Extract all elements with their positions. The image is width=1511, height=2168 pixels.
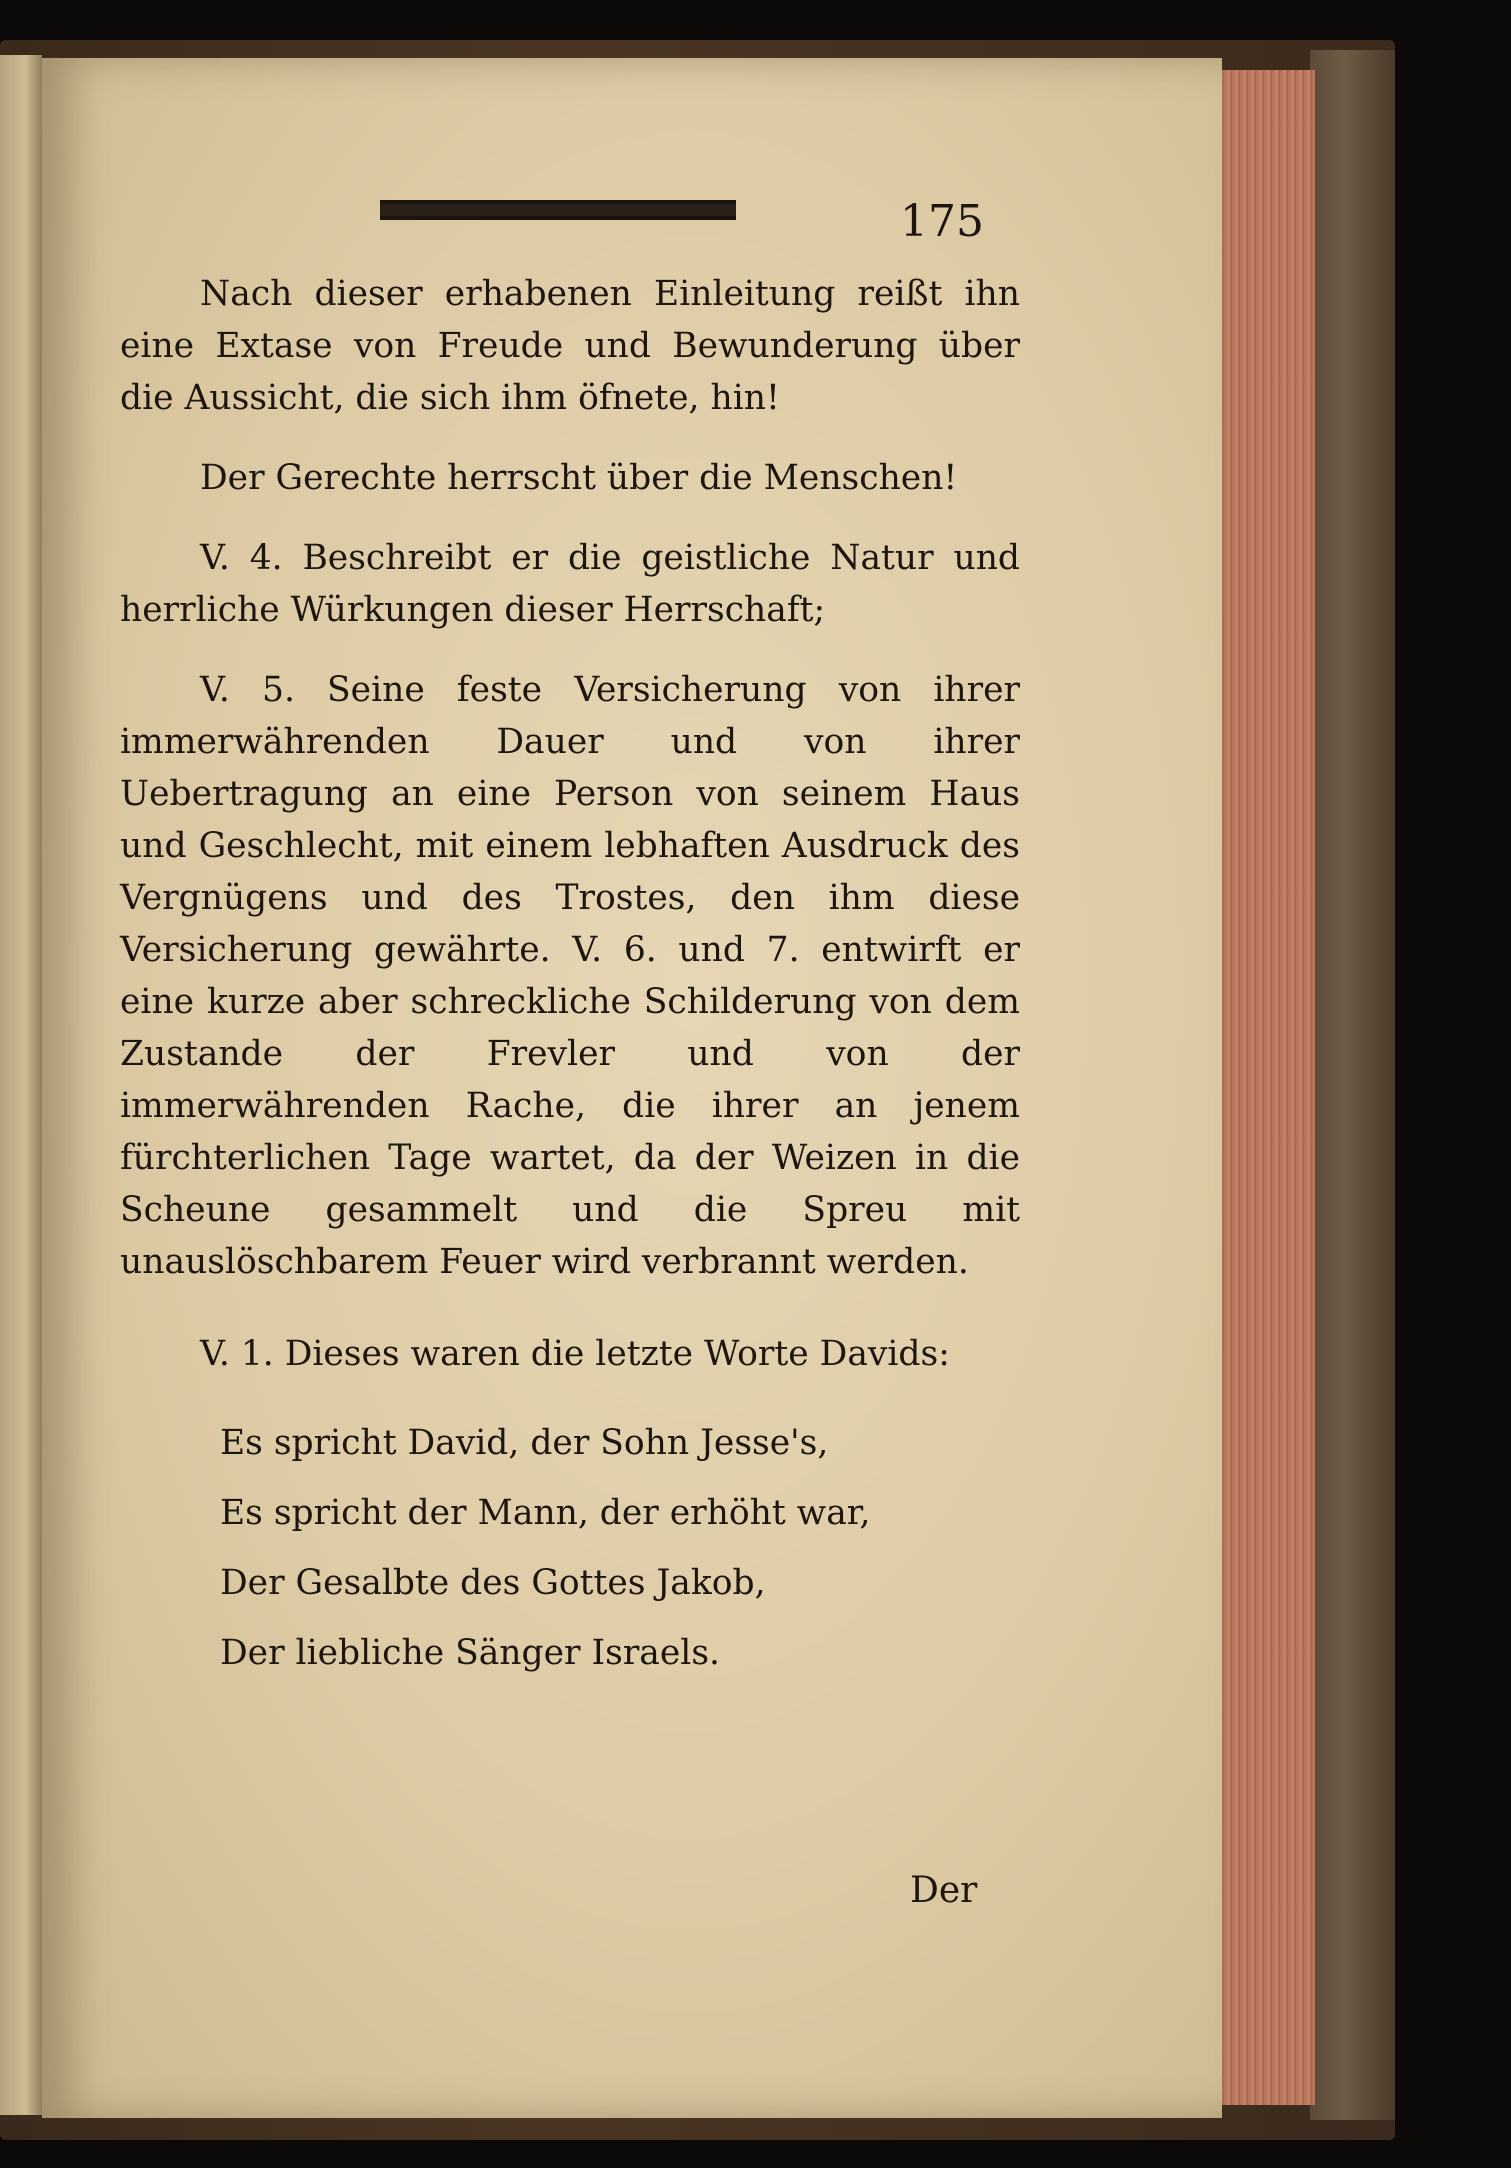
left-page-edge — [0, 55, 42, 2115]
paragraph: Der Gerechte herrscht über die Menschen! — [200, 458, 958, 498]
page-number: 175 — [900, 196, 984, 247]
header-rule — [380, 200, 736, 220]
paragraph: V. 1. Dieses waren die letzte Worte Davids: — [200, 1334, 950, 1374]
verse-line: Es spricht David, der Sohn Jesse's, — [220, 1423, 829, 1463]
paragraph: V. 5. Seine feste Versicherung von ihrer immerwährenden Dauer und von ihrer Uebertragung an eine Person von seinem Haus und Geschlecht, mit einem lebhaften Ausdruck des Vergnügens und des Trostes, den ihm diese Versicherung gewährte. V. 6. und 7. entwirft er eine kurze aber schreckliche Schilderung von dem Zustande der Frevler und von der immerwährenden Rache, die ihrer an jenem fürchterlichen Tage wartet, da der Weizen in die Scheune gesammelt und die Spreu mit unauslöschbarem Feuer wird verbrannt werden. — [120, 670, 1020, 1282]
verse-block — [120, 1408, 1020, 1688]
verse-line: Der Gesalbte des Gottes Jakob, — [220, 1563, 766, 1603]
paragraph: V. 4. Beschreibt er die geistliche Natur und herrliche Würkungen dieser Herrschaft; — [120, 538, 1020, 630]
catchword: Der — [910, 1870, 978, 1911]
page-block-edges — [1210, 70, 1315, 2105]
verse-line: Der liebliche Sänger Israels. — [220, 1633, 720, 1673]
verse-line: Es spricht der Mann, der erhöht war, — [220, 1493, 871, 1533]
page-text — [120, 268, 1020, 1688]
paragraph: Nach dieser erhabenen Einleitung reißt ihn eine Extase von Freude und Bewunderung über die Aussicht, die sich ihm öfnete, hin! — [120, 274, 1020, 418]
book-cover-edge — [1310, 50, 1395, 2120]
